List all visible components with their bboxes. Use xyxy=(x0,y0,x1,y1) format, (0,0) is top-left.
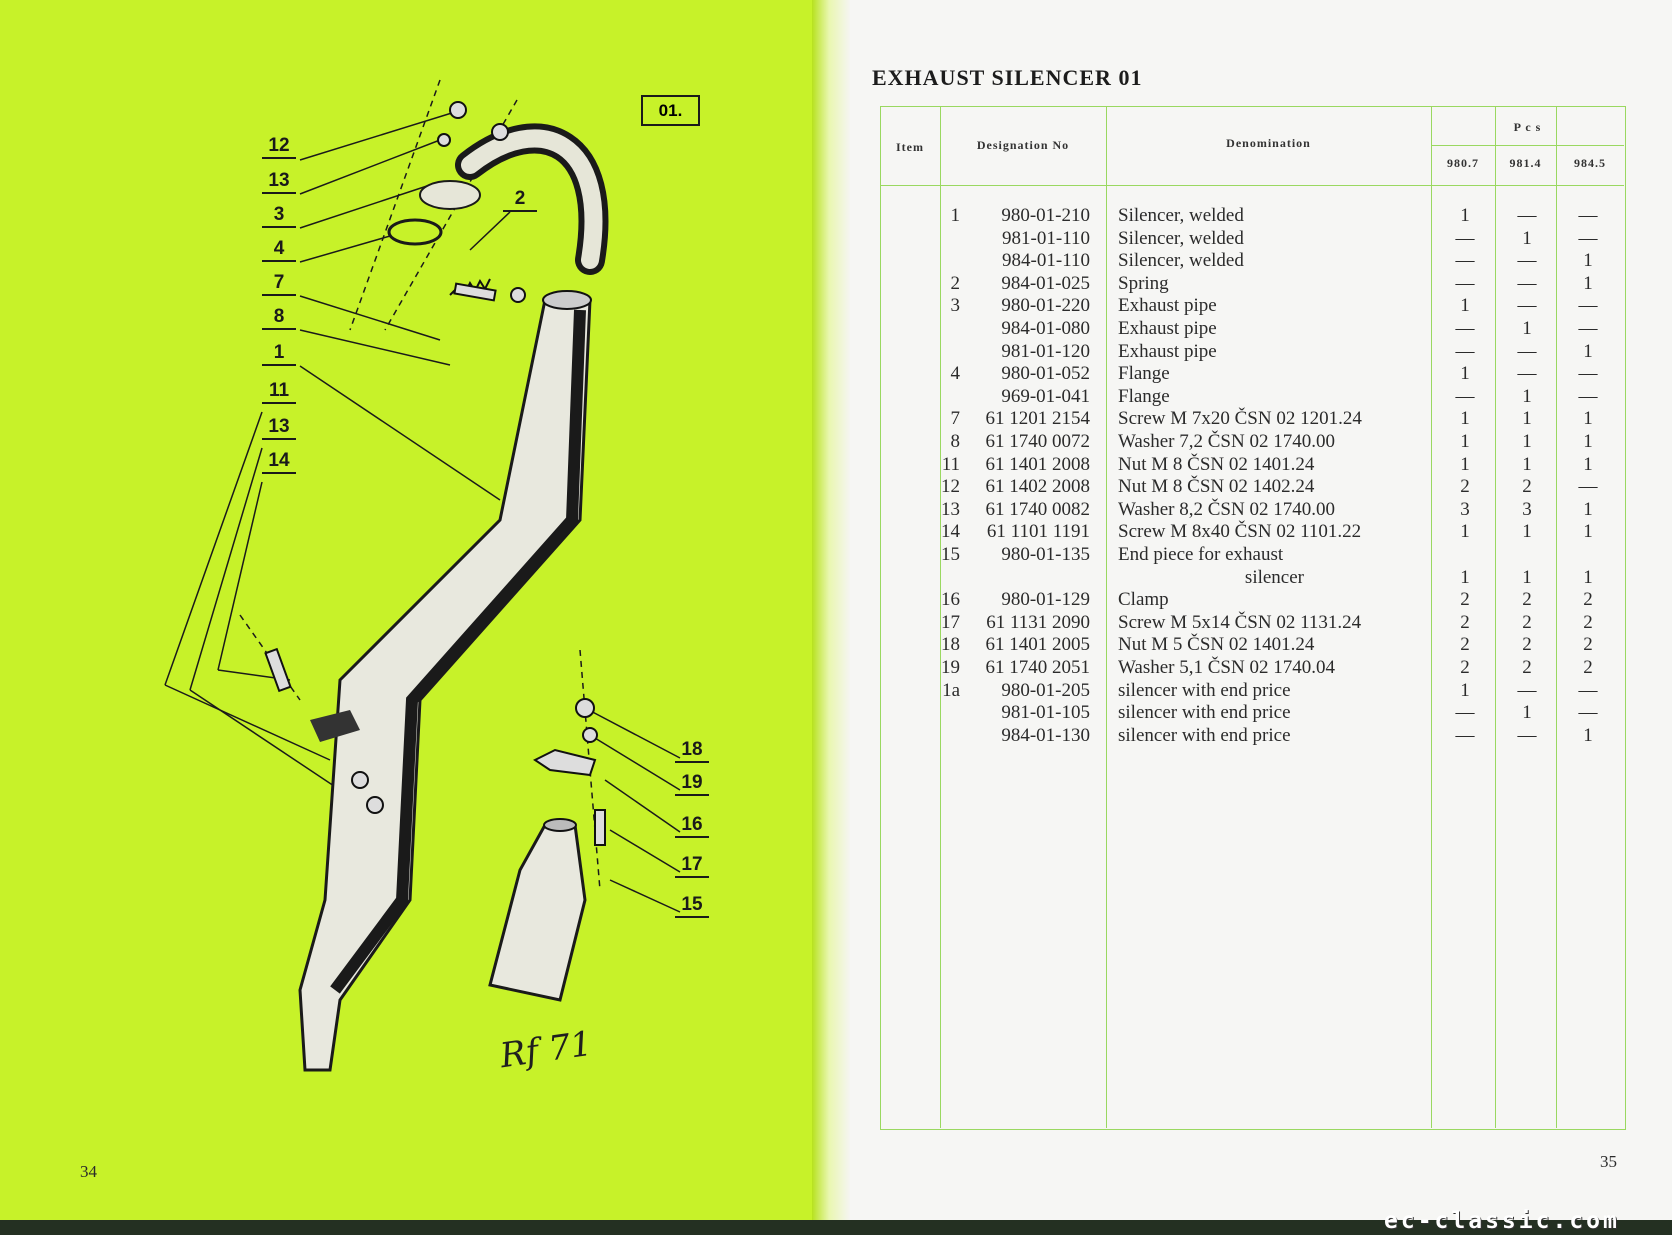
item-cell: 13 xyxy=(941,498,960,520)
callout-label: 13 xyxy=(262,416,296,440)
table-row xyxy=(880,341,1624,363)
quantity-cell: 1 xyxy=(1522,227,1532,249)
callout-label: 3 xyxy=(262,204,296,228)
denomination-cell: Flange xyxy=(1118,363,1170,385)
quantity-cell: — xyxy=(1578,363,1598,385)
table-row xyxy=(880,386,1624,408)
quantity-cell: 1 xyxy=(1522,318,1532,339)
denomination-cell: End piece for exhaust xyxy=(1118,544,1284,565)
table-row xyxy=(880,228,1624,250)
denomination-cell: Screw M 5x14 ČSN 02 1131.24 xyxy=(1118,611,1362,633)
designation-cell: 984-01-110 xyxy=(1002,250,1090,272)
quantity-cell: 3 xyxy=(1460,498,1470,520)
table-row xyxy=(880,544,1624,566)
quantity-cell: — xyxy=(1517,724,1537,746)
quantity-cell: — xyxy=(1455,340,1475,362)
table-row xyxy=(880,634,1624,656)
quantity-cell: — xyxy=(1517,250,1537,272)
table-row xyxy=(880,454,1624,476)
item-cell: 15 xyxy=(941,544,960,565)
designation-cell: 980-01-129 xyxy=(1001,589,1090,611)
table-row xyxy=(880,725,1624,747)
quantity-cell: 2 xyxy=(1583,634,1593,656)
quantity-cell: 1 xyxy=(1583,250,1593,272)
quantity-cell: 2 xyxy=(1460,657,1470,678)
page-number-right: 35 xyxy=(1600,1152,1617,1171)
quantity-cell: 2 xyxy=(1522,634,1532,656)
quantity-cell: — xyxy=(1455,250,1475,272)
table-row xyxy=(880,702,1624,724)
item-cell: 12 xyxy=(941,476,960,498)
designation-cell: 61 1401 2005 xyxy=(985,634,1090,656)
header-model: 984.5 xyxy=(1574,156,1606,170)
item-cell: 3 xyxy=(950,295,960,317)
designation-cell: 984-01-080 xyxy=(1001,318,1090,339)
designation-cell: 61 1131 2090 xyxy=(986,611,1090,633)
item-cell: 4 xyxy=(950,363,960,385)
designation-cell: 61 1401 2008 xyxy=(985,453,1090,475)
designation-cell: 981-01-105 xyxy=(1001,702,1090,724)
header-model: 981.4 xyxy=(1509,156,1542,170)
quantity-cell: 1 xyxy=(1522,453,1532,475)
quantity-cell: 1 xyxy=(1460,566,1470,588)
pcs-rule xyxy=(1431,145,1624,146)
item-cell: 14 xyxy=(941,521,960,543)
denomination-cell: Washer 8,2 ČSN 02 1740.00 xyxy=(1118,498,1335,520)
quantity-cell: 1 xyxy=(1460,363,1470,385)
quantity-cell: — xyxy=(1455,272,1475,294)
quantity-cell: 1 xyxy=(1583,566,1593,588)
denomination-cell: Silencer, welded xyxy=(1118,205,1244,226)
table-row xyxy=(880,680,1624,702)
quantity-cell: 1 xyxy=(1460,431,1470,452)
designation-cell: 980-01-210 xyxy=(1001,205,1090,226)
designation-cell: 981-01-120 xyxy=(1001,340,1090,362)
denomination-cell: Screw M 8x40 ČSN 02 1101.22 xyxy=(1118,521,1362,543)
denomination-cell: Nut M 8 ČSN 02 1401.24 xyxy=(1118,453,1315,475)
figure-label: 01. xyxy=(641,95,700,126)
quantity-cell: — xyxy=(1578,205,1598,226)
quantity-cell: 1 xyxy=(1522,431,1532,452)
designation-cell: 980-01-205 xyxy=(1001,679,1090,701)
header-pcs: P c s xyxy=(1513,120,1542,134)
designation-cell: 980-01-135 xyxy=(1001,544,1090,565)
quantity-cell: 1 xyxy=(1583,340,1593,362)
item-cell: 11 xyxy=(941,453,960,475)
quantity-cell: 1 xyxy=(1583,272,1593,294)
quantity-cell: 2 xyxy=(1460,589,1470,611)
quantity-cell: 1 xyxy=(1522,521,1532,543)
designation-cell: 61 1402 2008 xyxy=(985,476,1090,498)
callout-label: 15 xyxy=(675,894,709,918)
callout-label: 2 xyxy=(503,188,537,212)
quantity-cell: 1 xyxy=(1522,566,1532,588)
table-row xyxy=(880,318,1624,340)
quantity-cell: — xyxy=(1578,679,1598,701)
page-number-left: 34 xyxy=(80,1162,97,1181)
designation-cell: 61 1201 2154 xyxy=(985,408,1090,430)
quantity-cell: — xyxy=(1455,702,1475,724)
callout-label: 1 xyxy=(262,342,296,366)
header-rule xyxy=(880,185,1624,186)
quantity-cell: 2 xyxy=(1460,476,1470,498)
table-row xyxy=(880,205,1624,227)
denomination-cell: Exhaust pipe xyxy=(1118,318,1217,339)
table-row xyxy=(880,612,1624,634)
designation-cell: 61 1740 0082 xyxy=(985,498,1090,520)
denomination-cell: silencer with end price xyxy=(1118,679,1291,701)
designation-cell: 969-01-041 xyxy=(1001,385,1090,407)
denomination-cell: Washer 7,2 ČSN 02 1740.00 xyxy=(1118,431,1335,452)
table-row xyxy=(880,657,1624,679)
quantity-cell: 2 xyxy=(1460,611,1470,633)
quantity-cell: 2 xyxy=(1522,589,1532,611)
quantity-cell: 2 xyxy=(1460,634,1470,656)
denomination-cell: silencer with end price xyxy=(1118,702,1291,724)
denomination-cell: Clamp xyxy=(1118,589,1169,611)
designation-cell: 61 1740 0072 xyxy=(985,431,1090,452)
quantity-cell: 3 xyxy=(1522,498,1532,520)
item-cell: 7 xyxy=(950,408,960,430)
quantity-cell: — xyxy=(1578,702,1598,724)
denomination-cell: Washer 5,1 ČSN 02 1740.04 xyxy=(1118,657,1335,678)
quantity-cell: 1 xyxy=(1583,453,1593,475)
callout-label: 11 xyxy=(262,380,296,404)
callout-label: 13 xyxy=(262,170,296,194)
denomination-cell: Exhaust pipe xyxy=(1118,340,1217,362)
quantity-cell: — xyxy=(1517,205,1537,226)
table-row xyxy=(880,408,1624,430)
signature: Rf 71 xyxy=(497,1023,595,1077)
quantity-cell: 1 xyxy=(1460,408,1470,430)
denomination-cell: Nut M 5 ČSN 02 1401.24 xyxy=(1118,634,1315,656)
quantity-cell: — xyxy=(1455,385,1475,407)
denomination-cell: silencer with end price xyxy=(1118,724,1291,746)
quantity-cell: — xyxy=(1517,363,1537,385)
quantity-cell: 2 xyxy=(1583,611,1593,633)
quantity-cell: — xyxy=(1455,227,1475,249)
quantity-cell: — xyxy=(1517,340,1537,362)
callout-label: 14 xyxy=(262,450,296,474)
quantity-cell: 1 xyxy=(1460,295,1470,317)
table-row xyxy=(880,273,1624,295)
quantity-cell: — xyxy=(1578,295,1598,317)
watermark: ec-classic.com xyxy=(1384,1208,1620,1234)
callout-label: 16 xyxy=(675,814,709,838)
callout-label: 7 xyxy=(262,272,296,296)
denomination-cell: Nut M 8 ČSN 02 1402.24 xyxy=(1118,476,1315,498)
quantity-cell: 1 xyxy=(1583,724,1593,746)
quantity-cell: 1 xyxy=(1460,521,1470,543)
table-row xyxy=(880,250,1624,272)
callout-label: 17 xyxy=(675,854,709,878)
table-row xyxy=(880,431,1624,453)
denomination-cell: Flange xyxy=(1118,385,1170,407)
designation-cell: 984-01-025 xyxy=(1001,272,1090,294)
table-row xyxy=(880,476,1624,498)
quantity-cell: 1 xyxy=(1522,702,1532,724)
quantity-cell: — xyxy=(1517,272,1537,294)
denomination-cell: Screw M 7x20 ČSN 02 1201.24 xyxy=(1118,408,1362,430)
page-title: EXHAUST SILENCER 01 xyxy=(872,65,1143,90)
table-row xyxy=(880,499,1624,521)
designation-cell: 981-01-110 xyxy=(1002,227,1090,249)
designation-cell: 61 1740 2051 xyxy=(985,657,1090,678)
callout-label: 4 xyxy=(262,238,296,262)
quantity-cell: 2 xyxy=(1522,611,1532,633)
quantity-cell: — xyxy=(1455,724,1475,746)
denomination-cell: Exhaust pipe xyxy=(1118,295,1217,317)
quantity-cell: 1 xyxy=(1583,498,1593,520)
denomination-cell: Silencer, welded xyxy=(1118,227,1244,249)
table-row xyxy=(880,295,1624,317)
quantity-cell: 1 xyxy=(1583,408,1593,430)
item-cell: 2 xyxy=(950,272,960,294)
quantity-cell: — xyxy=(1578,318,1598,339)
callout-label: 12 xyxy=(262,135,296,159)
quantity-cell: 2 xyxy=(1583,657,1593,678)
exhaust-exploded-diagram xyxy=(0,0,826,1235)
callout-label: 19 xyxy=(675,772,709,796)
header-denomination: Denomination xyxy=(1226,136,1311,150)
header-model: 980.7 xyxy=(1447,156,1479,170)
table-row xyxy=(880,589,1624,611)
designation-cell: 980-01-220 xyxy=(1001,295,1090,317)
item-cell: 18 xyxy=(941,634,960,656)
quantity-cell: 2 xyxy=(1522,657,1532,678)
item-cell: 1 xyxy=(950,205,960,226)
quantity-cell: — xyxy=(1517,679,1537,701)
quantity-cell: — xyxy=(1578,385,1598,407)
quantity-cell: 2 xyxy=(1522,476,1532,498)
denomination-cell: silencer xyxy=(1244,566,1304,588)
table-row xyxy=(880,521,1624,543)
quantity-cell: — xyxy=(1578,476,1598,498)
callout-label: 8 xyxy=(262,306,296,330)
quantity-cell: 1 xyxy=(1460,453,1470,475)
item-cell: 1a xyxy=(942,679,960,701)
quantity-cell: 1 xyxy=(1583,521,1593,543)
callout-label: 18 xyxy=(675,739,709,763)
quantity-cell: — xyxy=(1455,318,1475,339)
quantity-cell: 1 xyxy=(1522,408,1532,430)
item-cell: 8 xyxy=(950,431,960,452)
quantity-cell: — xyxy=(1517,295,1537,317)
table-row xyxy=(880,567,1624,589)
designation-cell: 980-01-052 xyxy=(1001,363,1090,385)
quantity-cell: 1 xyxy=(1460,205,1470,226)
quantity-cell: 1 xyxy=(1460,679,1470,701)
header-item: Item xyxy=(896,140,924,154)
designation-cell: 984-01-130 xyxy=(1001,724,1090,746)
header-designation: Designation No xyxy=(976,138,1070,152)
item-cell: 19 xyxy=(941,657,960,678)
denomination-cell: Silencer, welded xyxy=(1118,250,1244,272)
quantity-cell: 1 xyxy=(1522,385,1532,407)
table-row xyxy=(880,363,1624,385)
item-cell: 17 xyxy=(941,611,960,633)
denomination-cell: Spring xyxy=(1118,272,1169,294)
quantity-cell: — xyxy=(1578,227,1598,249)
designation-cell: 61 1101 1191 xyxy=(986,521,1090,543)
quantity-cell: 2 xyxy=(1583,589,1593,611)
book-spine xyxy=(812,0,850,1235)
item-cell: 16 xyxy=(941,589,960,611)
quantity-cell: 1 xyxy=(1583,431,1593,452)
